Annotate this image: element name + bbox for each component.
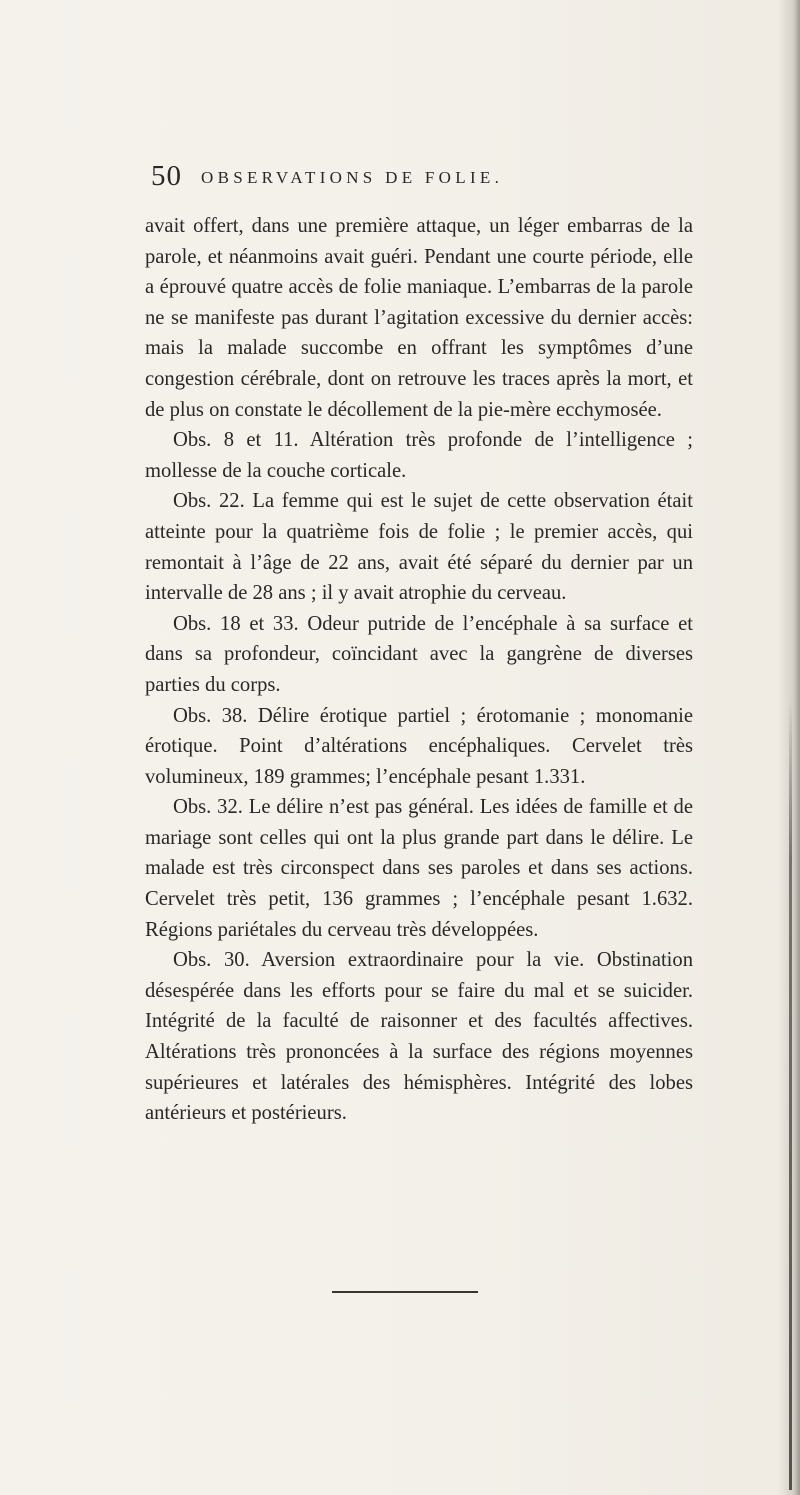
paragraph-obs-32: Obs. 32. Le délire n’est pas général. Les idées de famille et de mariage sont celles qui ont la plus grande part dans le délire. Le malade est très circonspect dans ses paroles et dans ses actions. Cervelet très petit, 136 grammes ; l’encéphale pesant 1.632. Régions pariétales du cerveau très développées. — [145, 796, 693, 941]
section-end-rule — [332, 1291, 478, 1293]
paragraph-obs-30: Obs. 30. Aversion extraordinaire pour la vie. Obstination désespérée dans les efforts pour se faire du mal et se suicider. Intégrité de la faculté de raisonner et des facultés affectives. Altérations très prononcées à la surface des régions moyennes supérieures et latérales des hémisphères. Intégrité des lobes antérieurs et postérieurs. — [145, 949, 693, 1125]
paragraph-obs-22: Obs. 22. La femme qui est le sujet de cette observation était atteinte pour la quatrième fois de folie ; le premier accès, qui remontait à l’âge de 22 ans, avait été séparé du dernier par un intervalle de 28 ans ; il y avait atrophie du cerveau. — [145, 490, 693, 605]
paragraph-obs-8-11: Obs. 8 et 11. Altération très profonde de l’intelligence ; mollesse de la couche corticale. — [145, 429, 693, 482]
page-header — [151, 160, 671, 200]
body-text — [145, 211, 693, 1129]
page-binding-edge — [789, 700, 792, 1490]
paragraph-continuation: avait offert, dans une première attaque, un léger embarras de la parole, et néanmoins avait guéri. Pendant une courte période, elle a éprouvé quatre accès de folie maniaque. L’embarras de la parole ne se manifeste pas durant l’agitation excessive du dernier accès: mais la malade succombe en offrant les symptômes d’une congestion cérébrale, dont on retrouve les traces après la mort, et de plus on constate le décollement de la pie-mère ecchymosée. — [145, 215, 693, 421]
running-title: OBSERVATIONS DE FOLIE. — [201, 168, 504, 187]
paragraph-obs-18-33: Obs. 18 et 33. Odeur putride de l’encéphale à sa surface et dans sa profondeur, coïncidant avec la gangrène de diverses parties du corps. — [145, 612, 693, 696]
paragraph-obs-38: Obs. 38. Délire érotique partiel ; érotomanie ; monomanie érotique. Point d’altérations encéphaliques. Cervelet très volumineux, 189 grammes; l’encéphale pesant 1.331. — [145, 704, 693, 788]
page-number: 50 — [151, 160, 182, 192]
